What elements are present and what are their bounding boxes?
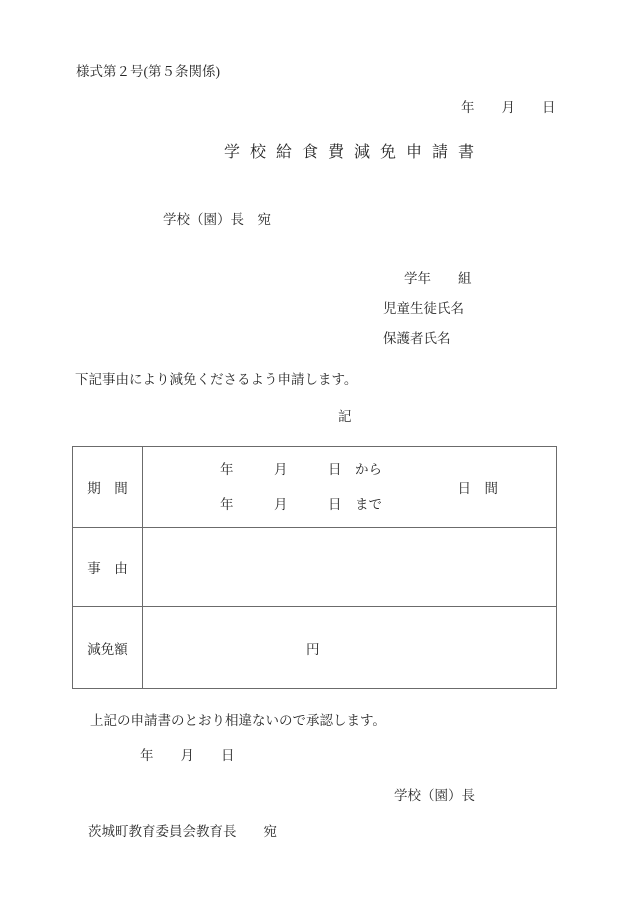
ki-heading: 記 [338,409,352,424]
board-addressee-line: 茨城町教育委員会教育長 宛 [88,824,277,839]
top-date-line: 年 月 日 [461,100,556,115]
period-to-line: 年 月 日 まで [220,497,382,512]
form-number: 様式第２号(第５条関係) [76,64,220,79]
period-from-line: 年 月 日 から [220,461,382,477]
amount-label: 減免額 [87,641,128,657]
approval-sentence: 上記の申請書のとおり相違ないので承認します。 [90,713,386,728]
student-name-label: 児童生徒氏名 [383,301,464,316]
period-value-cell [143,447,556,528]
principal-addressee-line: 学校（園）長 宛 [163,212,271,227]
request-sentence: 下記事由により減免くださるよう申請します。 [75,372,358,387]
reason-label-cell [73,528,143,607]
reason-value-cell [143,528,556,607]
reduction-detail-table [72,446,557,689]
bottom-date-line: 年 月 日 [140,748,235,763]
principal-signature-line: 学校（園）長 [394,788,475,803]
amount-label-cell [73,607,143,688]
period-days-label: 日 間 [457,481,498,496]
period-label-cell [73,447,143,528]
amount-unit-label: 円 [306,641,320,657]
amount-value-cell [143,607,556,688]
guardian-name-label: 保護者氏名 [383,331,451,346]
grade-class-line: 学年 組 [404,271,472,286]
document-title: 学校給食費減免申請書 [224,144,485,161]
reason-label: 事 由 [87,561,128,576]
period-label: 期 間 [87,481,128,496]
